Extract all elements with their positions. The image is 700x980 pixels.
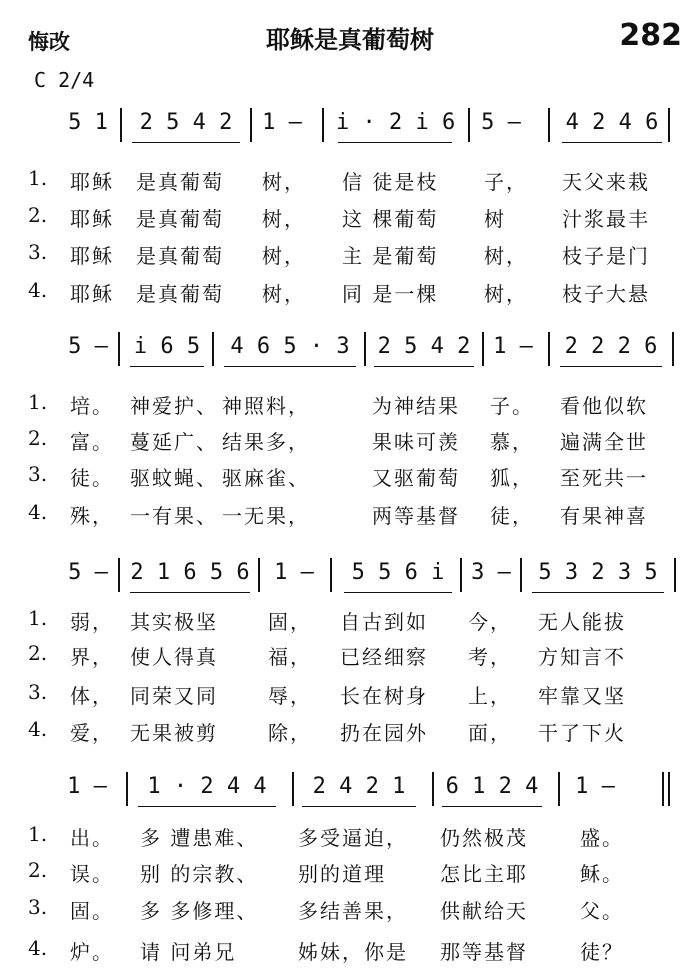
- verse-number: 1.: [28, 606, 48, 630]
- lyric-segment: 狐，: [490, 466, 534, 490]
- lyric-segment: 是真葡萄: [136, 282, 224, 306]
- measure: [62, 560, 114, 594]
- lyric-segment: 面，: [468, 721, 512, 745]
- lyric-line: [0, 680, 700, 710]
- verse-number: 3.: [28, 462, 48, 486]
- lyric-segment: 无人能拔: [538, 610, 626, 634]
- lyric-segment: 富。: [70, 430, 114, 454]
- measure: [300, 774, 418, 808]
- barline: [548, 332, 550, 366]
- measure: [468, 560, 514, 594]
- lyric-segment: 子，: [484, 170, 528, 194]
- lyric-segment: 别的道理: [298, 862, 386, 886]
- lyric-segment: 福，: [268, 645, 312, 669]
- beam-line: [138, 806, 276, 807]
- lyric-segment: 看他似软: [560, 394, 648, 418]
- lyric-segment: 两等基督: [372, 504, 460, 528]
- notation-row: [0, 556, 700, 596]
- measure: [560, 110, 664, 144]
- barline: [118, 332, 120, 366]
- measure-notes: 3 —: [471, 560, 511, 585]
- lyric-line: [0, 166, 700, 196]
- measure-notes: i · 2 i 6: [336, 110, 456, 135]
- lyric-segment: 体，: [70, 684, 114, 708]
- lyric-segment: 殊，: [70, 504, 114, 528]
- lyric-segment: 是真葡萄: [136, 244, 224, 268]
- lyric-segment: 今，: [468, 610, 512, 634]
- measure-notes: 1 —: [67, 774, 107, 799]
- lyric-segment: 为神结果: [372, 394, 460, 418]
- lyric-segment: 主 是葡萄: [342, 244, 439, 268]
- lyric-segment: 驱蚊蝇、: [130, 466, 218, 490]
- verse-number: 2.: [28, 203, 48, 227]
- lyric-segment: 多 遭患难、: [140, 826, 259, 850]
- beam-line: [532, 592, 664, 593]
- barline: [662, 772, 664, 806]
- lyric-segment: 弱，: [70, 610, 114, 634]
- measure: [342, 560, 454, 594]
- beam-line: [130, 366, 204, 367]
- lyric-segment: 树，: [484, 244, 528, 268]
- lyric-segment: 徒。: [70, 466, 114, 490]
- measure-notes: 2 4 2 1: [312, 774, 406, 799]
- lyric-segment: 上，: [468, 684, 512, 708]
- barline: [432, 772, 434, 806]
- lyric-segment: 一无果，: [222, 504, 310, 528]
- measure: [62, 774, 112, 808]
- beam-line: [302, 806, 416, 807]
- verse-number: 2.: [28, 426, 48, 450]
- lyric-line: [0, 606, 700, 636]
- lyric-segment: 枝子是门: [562, 244, 650, 268]
- beam-line: [130, 592, 250, 593]
- lyric-segment: 结果多，: [222, 430, 310, 454]
- lyric-segment: 枝子大悬: [562, 282, 650, 306]
- lyric-segment: 果味可羡: [372, 430, 460, 454]
- lyric-segment: 盛。: [580, 826, 624, 850]
- measure-notes: 2 5 4 2: [139, 110, 233, 135]
- lyric-segment: 使人得真: [130, 645, 218, 669]
- lyric-segment: 界，: [70, 645, 114, 669]
- measure-notes: 6 1 2 4: [445, 774, 539, 799]
- lyric-segment: 又驱葡萄: [372, 466, 460, 490]
- measure: [62, 110, 114, 144]
- verse-number: 1.: [28, 390, 48, 414]
- barline: [558, 772, 560, 806]
- lyric-segment: 耶稣: [70, 244, 114, 268]
- verse-number: 2.: [28, 858, 48, 882]
- verse-number: 4.: [28, 500, 48, 524]
- lyric-segment: 驱麻雀、: [222, 466, 310, 490]
- lyric-segment: 那等基督: [440, 940, 528, 964]
- lyric-segment: 是真葡萄: [136, 207, 224, 231]
- lyric-line: [0, 641, 700, 671]
- barline: [258, 558, 260, 592]
- page-number: 282: [619, 18, 682, 53]
- verse-number: 2.: [28, 641, 48, 665]
- lyric-segment: 遍满全世: [560, 430, 648, 454]
- measure-notes: 5 3 2 3 5: [538, 560, 658, 585]
- category-label: 悔改: [28, 30, 70, 54]
- lyric-line: [0, 462, 700, 492]
- lyric-segment: 慕，: [490, 430, 534, 454]
- measure-notes: 4 6 5 · 3: [230, 334, 350, 359]
- measure-notes: 4 2 4 6: [565, 110, 659, 135]
- lyric-segment: 考，: [468, 645, 512, 669]
- lyric-segment: 供献给天: [440, 899, 528, 923]
- lyric-segment: 方知言不: [538, 645, 626, 669]
- measure-notes: 5 5 6 i: [351, 560, 445, 585]
- measure-notes: 1 —: [262, 110, 302, 135]
- lyric-segment: 无果被剪: [130, 721, 218, 745]
- lyric-segment: 汁浆最丰: [562, 207, 650, 231]
- lyric-segment: 父。: [580, 899, 624, 923]
- lyric-segment: 其实极坚: [130, 610, 218, 634]
- barline: [674, 558, 676, 592]
- lyric-segment: 耶稣: [70, 207, 114, 231]
- lyric-line: [0, 500, 700, 530]
- lyric-segment: 炉。: [70, 940, 114, 964]
- measure-notes: 5 —: [68, 560, 108, 585]
- lyric-line: [0, 858, 700, 888]
- lyric-segment: 是真葡萄: [136, 170, 224, 194]
- lyric-segment: 怎比主耶: [440, 862, 528, 886]
- beam-line: [562, 142, 662, 143]
- lyric-segment: 树，: [484, 282, 528, 306]
- measure-notes: 1 —: [274, 560, 314, 585]
- barline: [118, 558, 120, 592]
- lyric-segment: 同 是一棵: [342, 282, 439, 306]
- lyric-segment: 爱，: [70, 721, 114, 745]
- lyric-segment: 请 问弟兄: [140, 940, 237, 964]
- verse-number: 1.: [28, 166, 48, 190]
- lyric-line: [0, 203, 700, 233]
- barline: [250, 108, 252, 142]
- verse-number: 4.: [28, 278, 48, 302]
- lyric-segment: 培。: [70, 394, 114, 418]
- lyric-line: [0, 278, 700, 308]
- lyric-line: [0, 936, 700, 966]
- measure: [570, 774, 620, 808]
- measure-notes: 2 5 4 2: [377, 334, 471, 359]
- lyric-segment: 固。: [70, 899, 114, 923]
- lyric-segment: 出。: [70, 826, 114, 850]
- measure-notes: 1 · 2 4 4: [147, 774, 267, 799]
- lyric-segment: 蔓延广、: [130, 430, 218, 454]
- lyric-segment: 天父来栽: [562, 170, 650, 194]
- lyric-segment: 姊妹，你是: [298, 940, 408, 964]
- verse-number: 4.: [28, 936, 48, 960]
- lyric-segment: 干了下火: [538, 721, 626, 745]
- lyric-segment: 树，: [262, 207, 306, 231]
- lyric-segment: 树，: [262, 170, 306, 194]
- measure: [128, 334, 206, 368]
- measure: [372, 334, 476, 368]
- lyric-segment: 信 徒是枝: [342, 170, 439, 194]
- beam-line: [344, 592, 452, 593]
- lyric-segment: 这 棵葡萄: [342, 207, 439, 231]
- lyric-line: [0, 426, 700, 456]
- lyric-segment: 徒？: [580, 940, 624, 964]
- beam-line: [442, 806, 542, 807]
- lyric-segment: 稣。: [580, 862, 624, 886]
- barline: [672, 332, 674, 366]
- lyric-line: [0, 240, 700, 270]
- key-signature: C 2/4: [34, 68, 95, 92]
- measure: [530, 560, 666, 594]
- lyric-segment: 仍然极茂: [440, 826, 528, 850]
- lyric-segment: 长在树身: [340, 684, 428, 708]
- lyric-segment: 一有果、: [130, 504, 218, 528]
- measure-notes: 5 —: [68, 334, 108, 359]
- measure: [558, 334, 664, 368]
- lyric-segment: 固，: [268, 610, 312, 634]
- verse-number: 3.: [28, 680, 48, 704]
- beam-line: [224, 366, 356, 367]
- beam-line: [132, 142, 240, 143]
- lyric-line: [0, 822, 700, 852]
- barline: [468, 108, 470, 142]
- measure: [62, 334, 114, 368]
- barline: [460, 558, 462, 592]
- verse-number: 4.: [28, 717, 48, 741]
- lyric-segment: 多结善果，: [298, 899, 408, 923]
- lyric-segment: 误。: [70, 862, 114, 886]
- barline: [482, 332, 484, 366]
- lyric-segment: 徒，: [490, 504, 534, 528]
- lyric-segment: 别 的宗教、: [140, 862, 259, 886]
- beam-line: [374, 366, 474, 367]
- lyric-segment: 有果神喜: [560, 504, 648, 528]
- barline: [668, 108, 670, 142]
- measure-notes: 1 —: [575, 774, 615, 799]
- measure-notes: 2 1 6 5 6: [130, 560, 250, 585]
- measure-notes: 5 —: [481, 110, 521, 135]
- lyric-line: [0, 390, 700, 420]
- lyric-segment: 耶稣: [70, 170, 114, 194]
- measure-notes: 2 2 2 6: [564, 334, 658, 359]
- measure: [136, 774, 278, 808]
- notation-row: [0, 770, 700, 810]
- lyric-segment: 耶稣: [70, 282, 114, 306]
- measure: [490, 334, 536, 368]
- barline: [292, 772, 294, 806]
- barline: [126, 772, 128, 806]
- lyric-line: [0, 717, 700, 747]
- verse-number: 1.: [28, 822, 48, 846]
- measure-notes: 5 1: [68, 110, 108, 135]
- notation-row: [0, 106, 700, 146]
- barline: [330, 558, 332, 592]
- lyric-segment: 除，: [268, 721, 312, 745]
- measure-notes: 1 —: [493, 334, 533, 359]
- verse-number: 3.: [28, 240, 48, 264]
- measure-notes: i 6 5: [133, 334, 201, 359]
- song-title: 耶稣是真葡萄树: [266, 26, 434, 54]
- lyric-segment: 牢靠又坚: [538, 684, 626, 708]
- measure: [476, 110, 526, 144]
- barline: [120, 108, 122, 142]
- beam-line: [560, 366, 662, 367]
- lyric-segment: 树: [484, 207, 506, 231]
- barline: [322, 108, 324, 142]
- measure: [268, 560, 320, 594]
- barline: [668, 772, 670, 806]
- lyric-segment: 神爱护、: [130, 394, 218, 418]
- lyric-segment: 树，: [262, 282, 306, 306]
- verse-number: 3.: [28, 895, 48, 919]
- lyric-segment: 辱，: [268, 684, 312, 708]
- lyric-line: [0, 895, 700, 925]
- lyric-segment: 至死共一: [560, 466, 648, 490]
- lyric-segment: 多受逼迫，: [298, 826, 408, 850]
- measure: [440, 774, 544, 808]
- measure: [256, 110, 308, 144]
- lyric-segment: 已经细察: [340, 645, 428, 669]
- barline: [212, 332, 214, 366]
- lyric-segment: 子。: [490, 394, 534, 418]
- lyric-segment: 同荣又同: [130, 684, 218, 708]
- lyric-segment: 神照料，: [222, 394, 310, 418]
- measure: [222, 334, 358, 368]
- beam-line: [338, 142, 452, 143]
- notation-row: [0, 330, 700, 370]
- barline: [520, 558, 522, 592]
- measure: [336, 110, 454, 144]
- barline: [364, 332, 366, 366]
- measure: [128, 560, 252, 594]
- lyric-segment: 多 多修理、: [140, 899, 259, 923]
- barline: [548, 108, 550, 142]
- lyric-segment: 自古到如: [340, 610, 428, 634]
- lyric-segment: 扔在园外: [340, 721, 428, 745]
- lyric-segment: 树，: [262, 244, 306, 268]
- measure: [130, 110, 242, 144]
